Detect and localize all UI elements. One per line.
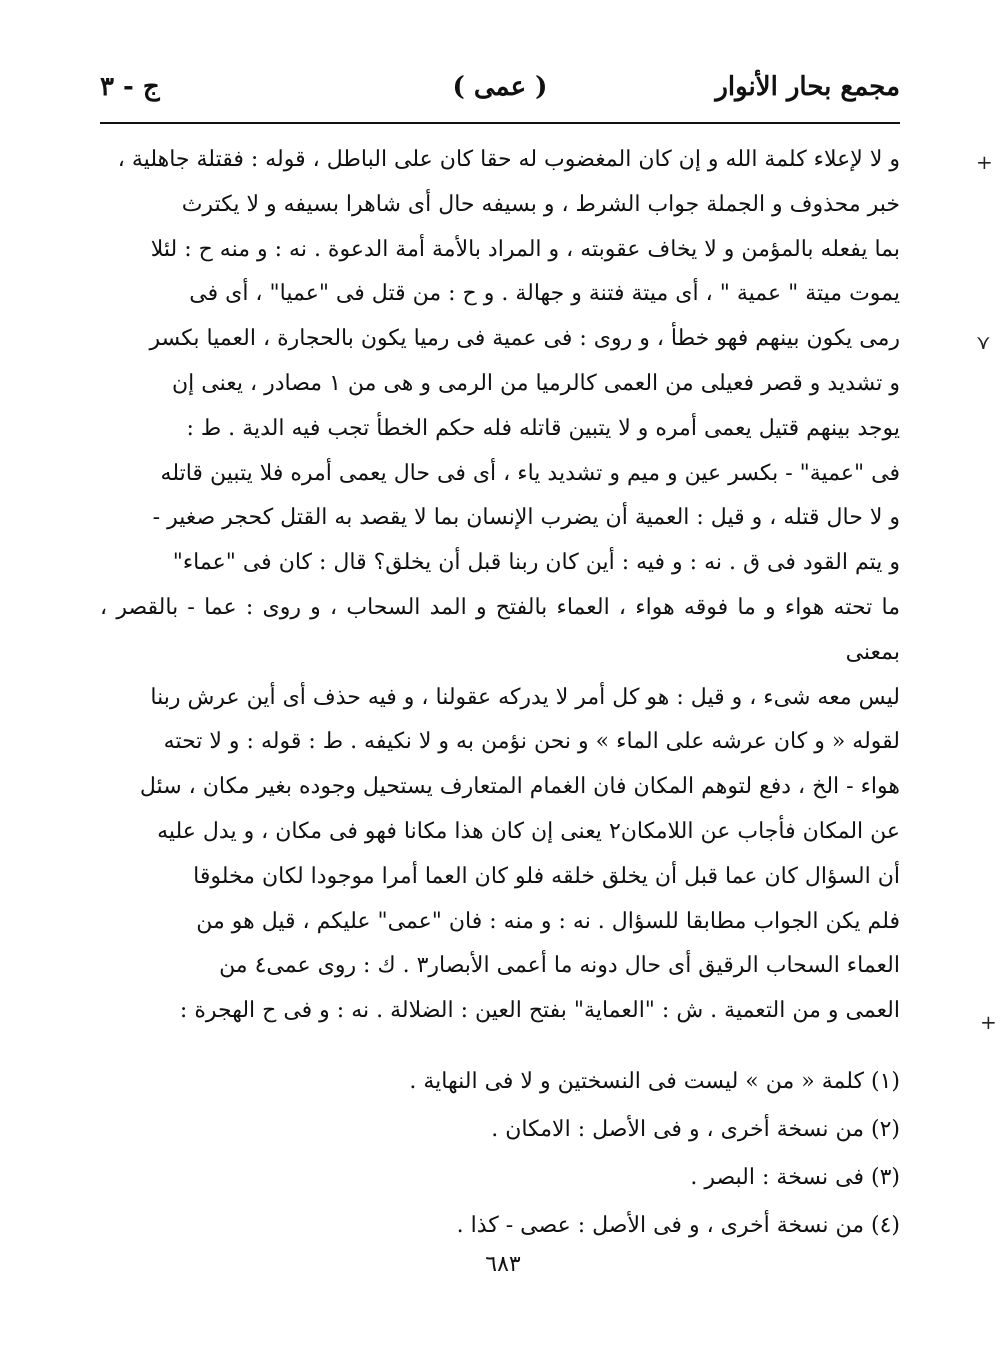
scan-mark: + (976, 150, 993, 174)
text-line: خبر محذوف و الجملة جواب الشرط ، و بسيفه حال أى شاهرا بسيفه و لا يكترث (181, 191, 900, 217)
text-line: ما تحته هواء و ما فوقه هواء ، العماء بالفتح و المد السحاب ، و روى : عما - بالقصر ، بمعنى (100, 594, 900, 665)
text-line: رمى يكون بينهم فهو خطأ ، و روى : فى عمية فى رميا يكون بالحجارة ، العميا بكسر (149, 326, 900, 352)
text-line: العماء السحاب الرقيق أى حال دونه ما أعمى الأبصار٣ . ك : روى عمى٤ من (219, 953, 900, 979)
page-number: ٦٨٣ (485, 1252, 521, 1277)
entry-word: ( عمى ) (452, 72, 548, 102)
text-line: يموت ميتة " عمية " ، أى ميتة فتنة و جهالة . و ح : من قتل فى "عميا" ، أى فى (189, 281, 900, 307)
text-line: فلم يكن الجواب مطابقا للسؤال . نه : و منه : فان "عمى" عليكم ، قيل هو من (196, 908, 900, 934)
text-line: عن المكان فأجاب عن اللامكان٢ يعنى إن كان هذا مكانا فهو فى مكان ، و يدل عليه (157, 818, 900, 844)
text-line: و يتم القود فى ق . نه : و فيه : أين كان ربنا قبل أن يخلق؟ قال : كان فى "عماء" (172, 550, 900, 576)
text-line: ليس معه شىء ، و قيل : هو كل أمر لا يدركه عقولنا ، و فيه حذف أى أين عرش ربنا (150, 684, 900, 710)
page-header (100, 72, 900, 112)
text-line: فى "عمية" - بكسر عين و ميم و تشديد ياء ، أى فى حال يعمى أمره فلا يتبين قاتله (160, 460, 900, 486)
text-line: هواء - الخ ، دفع لتوهم المكان فان الغمام المتعارف يستحيل وجوده بغير مكان ، سئل (139, 774, 900, 800)
header-rule (100, 122, 900, 124)
text-line: و لا لإعلاء كلمة الله و إن كان المغضوب له حقا كان على الباطل ، قوله : فقتلة جاهلية ، (117, 147, 900, 172)
text-line: بما يفعله بالمؤمن و لا يخاف عقوبته ، و المراد بالأمة أمة الدعوة . نه : و منه ح : لئلا (150, 236, 900, 262)
text-line: أن السؤال كان عما قبل أن يخلق خلقه فلو كان العما أمرا موجودا لكان مخلوقا (193, 863, 900, 889)
footnotes (200, 1058, 900, 1250)
footnote: (٣) فى نسخة : البصر . (690, 1165, 900, 1190)
text-line: يوجد بينهم قتيل يعمى أمره و لا يتبين قاتله فله حكم الخطأ تجب فيه الدية . ط : (186, 415, 900, 441)
text-line: و تشديد و قصر فعيلى من العمى كالرميا من الرمى و هى من ١ مصادر ، يعنى إن (172, 370, 900, 396)
main-text (100, 138, 900, 1034)
volume-number: ج - ٣ (100, 72, 160, 102)
book-title: مجمع بحار الأنوار (715, 72, 900, 102)
footnote: (٤) من نسخة أخرى ، و فى الأصل : عصى - كذا . (456, 1213, 900, 1238)
footnote: (١) كلمة « من » ليست فى النسختين و لا فى النهاية . (409, 1069, 900, 1094)
text-line: و لا حال قتله ، و قيل : العمية أن يضرب الإنسان بما لا يقصد به القتل كحجر صغير - (152, 505, 900, 531)
text-line: العمى و من التعمية . ش : "العماية" بفتح العين : الضلالة . نه : و فى ح الهجرة : (179, 998, 900, 1024)
footnote: (٢) من نسخة أخرى ، و فى الأصل : الامكان . (491, 1117, 900, 1142)
scan-mark: ⋎ (976, 330, 991, 354)
text-line: لقوله « و كان عرشه على الماء » و نحن نؤمن به و لا نكيفه . ط : قوله : و لا تحته (163, 729, 900, 755)
scan-mark: + (980, 1010, 997, 1034)
